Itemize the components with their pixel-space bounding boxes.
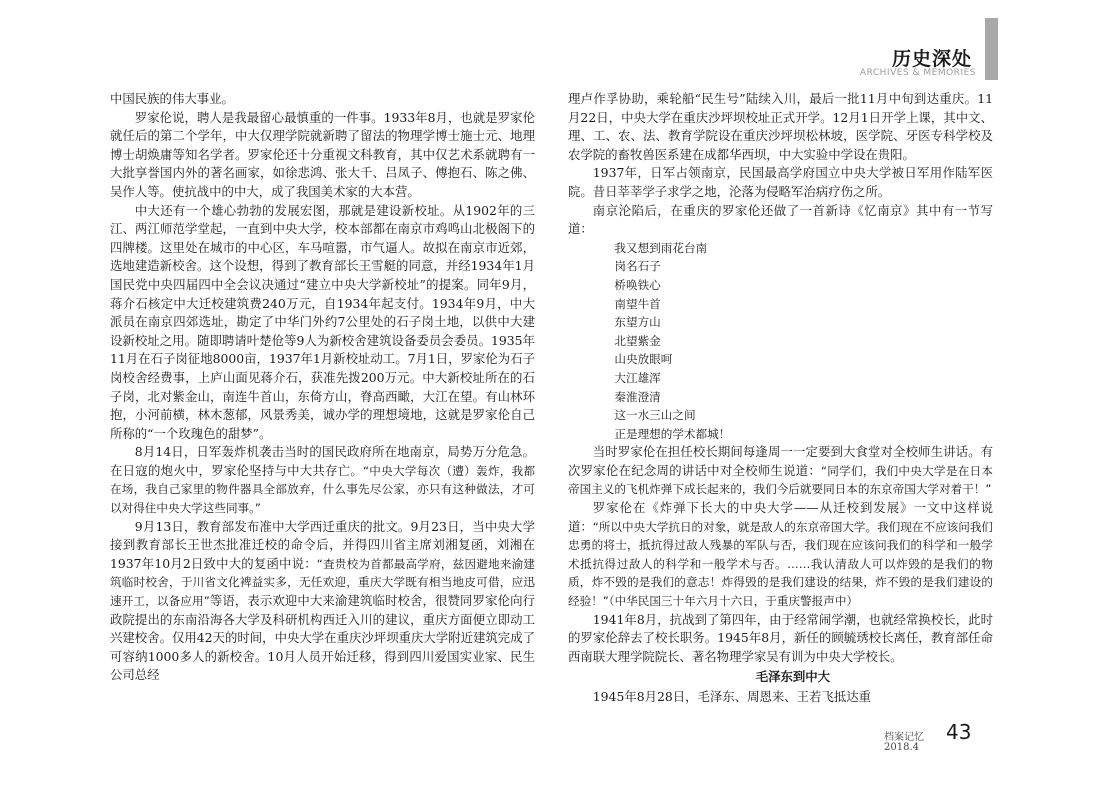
- paragraph: [110, 443, 535, 517]
- poem-line: 山央放眼呵: [614, 352, 673, 367]
- poem-line: 桥唤铁心: [614, 277, 661, 292]
- left-column: [110, 90, 535, 685]
- poem-line: 我又想到雨花台南: [614, 240, 708, 255]
- paragraph-text: 当时罗家伦在担任校长期间每逢周一一定要到大食堂对全校师生讲话。有次罗家伦在纪念周的讲话中对全校师生说道：: [568, 444, 993, 478]
- quotation: “中央大学每次（遭）轰炸，我都在场，我自己家里的物件器具全部放弃，什么事先尽公家，亦只有这种做法，才可以对得住中央大学这些同事。”: [110, 463, 535, 516]
- header-accent-bar: [985, 18, 998, 80]
- paragraph: 理卢作孚协助，乘轮船“民生号”陆续入川，最后一批11月中旬到达重庆。11月22日，中央大学在重庆沙坪坝校址正式开学。12月1日开学上课，其中文、理、工、农、法、教育学院设在重庆沙坪坝松林坡，医学院、牙医专科学校及农学院的畜牧兽医系建在成都华西坝，中大实验中学设在贵阳。: [568, 91, 993, 162]
- poem-line: 秦淮澄清: [614, 389, 661, 404]
- section-subheading: 毛泽东到中大: [755, 669, 831, 685]
- poem-line: 南望牛首: [614, 296, 661, 311]
- issue-date: 2018.4: [884, 742, 919, 753]
- paragraph-text: 罗家伦在《炸弹下长大的中央大学——从迁校到发展》一文中这样说道：: [568, 500, 993, 534]
- poem-line: 大江雄浑: [614, 370, 661, 385]
- paragraph: 1941年8月，抗战到了第四年，由于经常闹学潮，也就经常换校长，此时的罗家伦辞去了校长职务。1945年8月，新任的顾毓琇校长离任，教育部任命西南联大理学院院长、著名物理学家吴有训为中央大学校长。: [568, 611, 993, 664]
- quotation: “同学们，我们中央大学是在日本帝国主义的飞机炸弹下成长起来的，我们今后就要同日本的东京帝国大学对着干！”: [568, 463, 993, 497]
- paragraph: [110, 518, 535, 685]
- poem-line: 东望方山: [614, 315, 661, 330]
- paragraph: 1937年，日军占领南京，民国最高学府国立中央大学被日军用作陆军医院。昔日莘莘学子求学之地，沦落为侵略军治病疗伤之所。: [568, 165, 993, 199]
- paragraph-text: 8月14日，日军轰炸机袭击当时的国民政府所在地南京，局势万分危急。在日寇的炮火中，罗家伦坚持与中大共存亡。: [110, 444, 535, 478]
- paragraph: [568, 499, 993, 611]
- poem-line: 北望紫金: [614, 333, 661, 348]
- quotation: “査贵校为首都最高学府，兹因避地来渝建筑临时校舍，于川省文化裨益实多，无任欢迎，重庆大学既有相当地皮可借，应迅速开工，以备应用”: [110, 556, 535, 609]
- paragraph: 南京沦陷后，在重庆的罗家伦还做了一首新诗《忆南京》其中有一节写道：: [568, 202, 993, 237]
- paragraph: [568, 443, 993, 499]
- quotation: “所以中央大学抗日的对象，就是敌人的东京帝国大学。我们现在不应该问我们忠勇的将士，抵抗得过敌人残暴的军队与否，我们现在应该问我们的科学和一般学术抵抗得过敌人的科学和一般学术与否。……我认清敌人可以炸毁的是我们的物质，炸不毁的是我们的意志！炸得毁的是我们建设的结果，炸不毁的是我们建设的经验！”（中华民国三十年六月十六日，于重庆警报声中）: [568, 519, 994, 609]
- paragraph: 中国民族的伟大事业。: [110, 91, 234, 106]
- paragraph: 中大还有一个雄心勃勃的发展宏图，那就是建设新校址。从1902年的三江、两江师范学堂起，一直到中央大学，校本部都在南京市鸡鸣山北极阁下的四牌楼。这里处在城市的中心区，车马喧嚣，市气逼人。故拟在南京市近郊，选地建造新校舍。这个设想，得到了教育部长王雪艇的同意，并经1934年1月国民党中央四届四中全会议决通过“建立中央大学新校址”的提案。同年9月，蒋介石核定中大迁校建筑费240万元，自1934年起支付。1934年9月，中大派员在南京四郊选址，勘定了中华门外约7公里处的石子岗土地，以供中大建设新校址之用。随即聘请叶楚伧等9人为新校舍建筑设备委员会委员。1935年11月在石子岗征地8000亩，1937年1月新校址动工。7月1日，罗家伦为石子岗校舍经费事，上庐山面见蒋介石，获准先拨200万元。中大新校址所在的石子岗，北对紫金山，南连牛首山，东倚方山，脊高西瞰，大江在望。有山林环抱，小河前横，林木葱郁，风景秀美，诚办学的理想境地，这就是罗家伦自己所称的“一个玫瑰色的甜梦”。: [110, 202, 535, 441]
- paragraph-text: 等语，表示欢迎中大来渝建筑临时校舍，很赞同罗家伦向行政院提出的东南沿海各大学及科研机构西迁入川的建议，重庆方面便立即动工兴建校舍。仅用42天的时间，中央大学在重庆沙坪坝重庆大学附近建筑完成了可容纳1000多人的新校舍。10月人员开始迁移，得到四川爱国实业家、民生公司总经: [110, 593, 535, 683]
- page-number: 43: [946, 720, 972, 744]
- paragraph: 罗家伦说，聘人是我最留心最慎重的一件事。1933年8月，也就是罗家伦就任后的第二个学年，中大仅理学院就新聘了留法的物理学博士施士元、地理博士胡焕庸等知名学者。罗家伦还十分重视文科教育，其中仅艺术系就聘有一大批享誉国内外的著名画家，如徐悲鸿、张大千、吕凤子、傅抱石、陈之佛、吴作人等。使抗战中的中大，成了我国美术家的大本营。: [110, 109, 535, 199]
- right-column: [568, 90, 993, 707]
- journal-name: 档案记忆: [884, 732, 924, 743]
- section-title: 历史深处: [891, 48, 972, 70]
- poem-line: 正是理想的学术都城！: [614, 426, 731, 441]
- section-subtitle: ARCHIVES & MEMORIES: [859, 68, 976, 78]
- paragraph: 1945年8月28日，毛泽东、周恩来、王若飞抵达重: [592, 689, 872, 705]
- poem-line: 岗名石子: [614, 259, 661, 274]
- paragraph-text: 9月13日，教育部发布准中大学西迁重庆的批文。9月23日，当中央大学接到教育部长王世杰批准迁校的命令后，并得四川省主席刘湘复函，刘湘在1937年10月2日致中大的复函中说：: [110, 518, 535, 571]
- poem-line: 这一水三山之间: [614, 408, 696, 423]
